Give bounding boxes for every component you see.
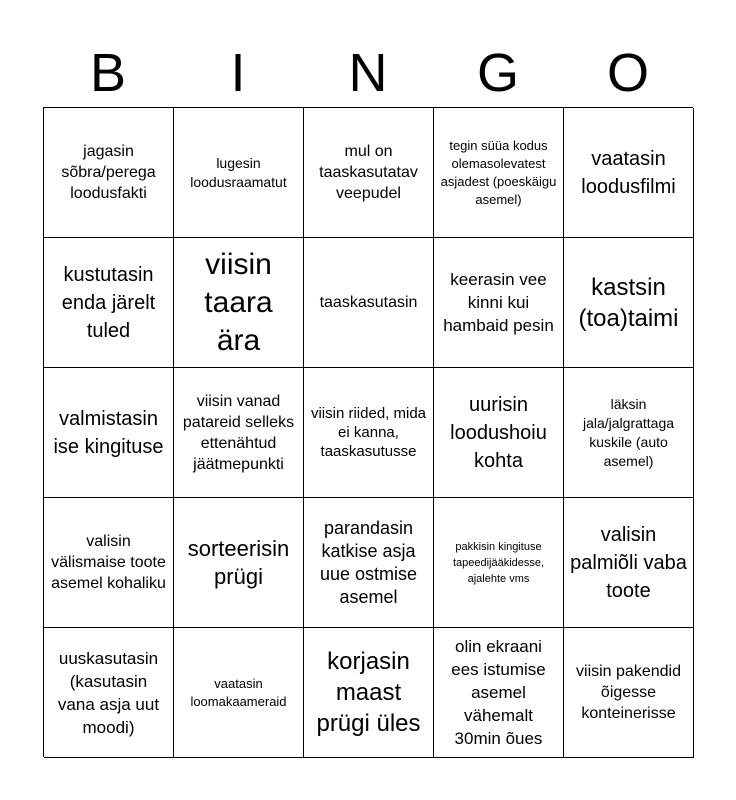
bingo-cell[interactable] bbox=[434, 368, 564, 498]
bingo-cell[interactable] bbox=[564, 368, 694, 498]
bingo-cell[interactable] bbox=[304, 368, 434, 498]
cell-text: parandasin katkise asja uue ostmise asemel bbox=[319, 517, 418, 607]
cell-text: kastsin (toa)taimi bbox=[578, 273, 679, 332]
bingo-cell[interactable] bbox=[304, 238, 434, 368]
bingo-cell[interactable] bbox=[44, 628, 174, 758]
cell-text: valisin välismaise toote asemel kohaliku bbox=[51, 533, 166, 592]
cell-text: tegin süüa kodus olemasolevatest asjadest (poeskäigu asemel) bbox=[440, 137, 557, 207]
bingo-cell[interactable] bbox=[434, 108, 564, 238]
cell-text: viisin taara ära bbox=[204, 247, 273, 357]
cell-text: viisin riided, mida ei kanna, taaskasutusse bbox=[310, 405, 427, 460]
cell-text: korjasin maast prügi üles bbox=[316, 648, 421, 737]
bingo-cell[interactable] bbox=[304, 498, 434, 628]
bingo-grid bbox=[43, 107, 693, 757]
cell-text: valisin palmiõli vaba toote bbox=[570, 523, 687, 602]
cell-text: lugesin loodusraamatut bbox=[190, 154, 287, 190]
cell-text: jagasin sõbra/perega loodusfakti bbox=[61, 143, 156, 202]
cell-text: sorteerisin prügi bbox=[187, 535, 290, 589]
cell-text: olin ekraani ees istumise asemel vähemalt 30min õues bbox=[451, 637, 546, 748]
bingo-cell[interactable] bbox=[174, 108, 304, 238]
bingo-cell[interactable] bbox=[564, 628, 694, 758]
cell-text: kustutasin enda järelt tuled bbox=[61, 263, 156, 342]
bingo-cell[interactable] bbox=[434, 498, 564, 628]
bingo-cell[interactable] bbox=[174, 628, 304, 758]
bingo-cell[interactable] bbox=[174, 498, 304, 628]
bingo-cell[interactable] bbox=[434, 628, 564, 758]
cell-text: taaskasutasin bbox=[319, 294, 418, 311]
cell-text: vaatasin loodusfilmi bbox=[581, 147, 676, 198]
header-letter-n: N bbox=[348, 43, 388, 103]
cell-text: keerasin vee kinni kui hambaid pesin bbox=[443, 270, 554, 335]
bingo-cell[interactable] bbox=[564, 108, 694, 238]
bingo-cell[interactable] bbox=[434, 238, 564, 368]
header-letter-i: I bbox=[230, 43, 246, 103]
header-letter-g: G bbox=[476, 43, 519, 103]
cell-text: uurisin loodushoiu kohta bbox=[450, 393, 547, 472]
cell-text: vaatasin loomakaameraid bbox=[190, 675, 287, 709]
bingo-cell[interactable] bbox=[174, 368, 304, 498]
cell-text: uuskasutasin (kasutasin vana asja uut moodi) bbox=[57, 648, 160, 737]
cell-text: viisin pakendid õigesse konteinerisse bbox=[576, 663, 681, 722]
bingo-header bbox=[43, 38, 693, 108]
header-letter-b: B bbox=[89, 43, 127, 103]
bingo-cell[interactable] bbox=[44, 238, 174, 368]
bingo-cell[interactable] bbox=[44, 368, 174, 498]
cell-text: viisin vanad patareid selleks ettenähtud jäätmepunkti bbox=[182, 392, 295, 473]
header-letter-o: O bbox=[606, 43, 649, 103]
bingo-cell[interactable] bbox=[304, 628, 434, 758]
bingo-cell[interactable] bbox=[44, 108, 174, 238]
bingo-cell[interactable] bbox=[564, 498, 694, 628]
bingo-cell[interactable] bbox=[304, 108, 434, 238]
cell-text: mul on taaskasutatav veepudel bbox=[319, 143, 418, 202]
cell-text: valmistasin ise kingituse bbox=[53, 407, 164, 458]
bingo-cell[interactable] bbox=[174, 238, 304, 368]
bingo-cell[interactable] bbox=[564, 238, 694, 368]
cell-text: pakkisin kingituse tapeedijääkidesse, ajalehte vms bbox=[452, 540, 545, 585]
cell-text: läksin jala/jalgrattaga kuskile (auto asemel) bbox=[582, 395, 675, 469]
bingo-cell[interactable] bbox=[44, 498, 174, 628]
